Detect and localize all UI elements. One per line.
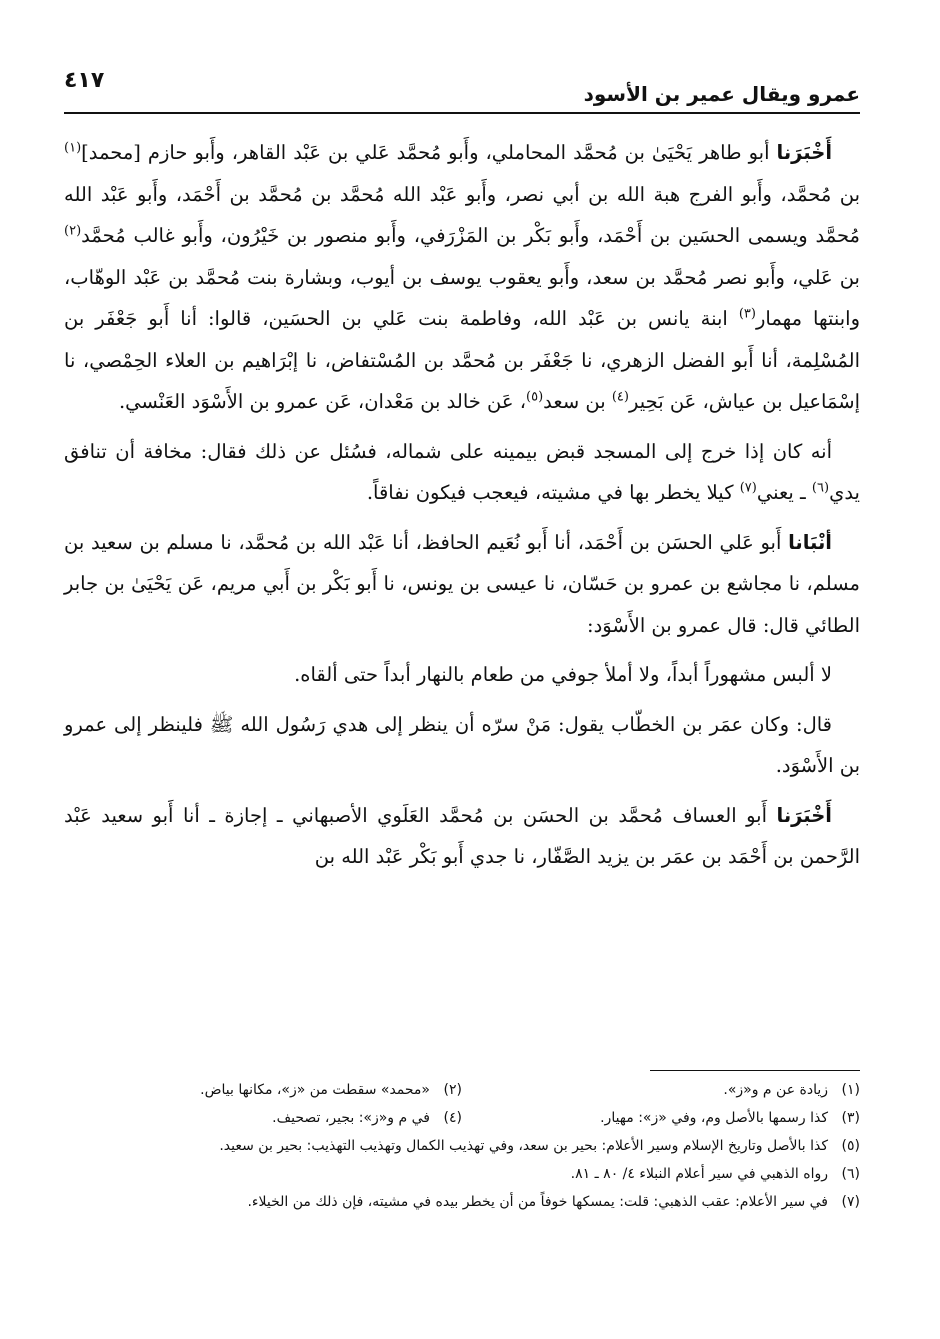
paragraph-matn-3 xyxy=(64,704,860,795)
footnote-4 xyxy=(64,1104,462,1132)
footnote-ref[interactable]: (٥) xyxy=(526,389,544,405)
paragraph-matn-1 xyxy=(64,431,860,522)
footnote-1 xyxy=(462,1076,860,1104)
footnote-text: كذا بالأصل وتاريخ الإسلام وسير الأعلام: بحير بن سعد، وفي تهذيب الكمال وتهذيب التهذيب: بحير بن سعيد. xyxy=(219,1138,828,1154)
keyword-anbana: أنْبَانا xyxy=(788,530,832,554)
footnote-7 xyxy=(64,1188,860,1216)
text-segment: أَبو العساف مُحمَّد بن الحسَن بن مُحمَّد العَلَوي الأصبهاني ـ إجازة ـ أنا أَبو سعيد عَبْد الرَّحمن بن أَحْمَد بن عمَر بن يزيد الصَّفّار، نا جدي أَبو بَكْر عَبْد الله بن xyxy=(64,803,860,868)
paragraph-matn-2 xyxy=(64,654,860,704)
footnote-text: في م و«ز»: بجير، تصحيف. xyxy=(272,1110,430,1126)
footnote-ref[interactable]: (٤) xyxy=(611,389,629,405)
text-segment: كيلا يخطر بها في مشيته، فيعجب فيكون نفاقاً. xyxy=(366,481,740,504)
footnote-ref[interactable]: (٣) xyxy=(738,306,756,322)
text-segment: ـ يعني xyxy=(756,481,812,504)
keyword-akhbarana: أَخْبَرَنا xyxy=(776,141,833,164)
footnote-number: (٢) xyxy=(443,1082,462,1098)
text-segment: بن مُحمَّد، وأَبو الفرج هبة الله بن أبي نصر، وأَبو عَبْد الله مُحمَّد بن مُحمَّد بن أَحْمَد، وأَبو عَبْد الله مُحمَّد ويسمى الحسَين بن أَحْمَد، وأَبو بَكْر بن المَزْرَفي، وأَبو منصور بن خَيْرُون، وأَبو غالب مُحمَّد xyxy=(64,182,860,247)
footnote-number: (٦) xyxy=(841,1166,860,1182)
footnote-text: «محمد» سقطت من «ز»، مكانها بياض. xyxy=(200,1082,430,1098)
footnote-ref[interactable]: (٦) xyxy=(811,480,830,496)
text-segment: أَبو عَلي الحسَن بن أَحْمَد، أنا أَبو نُعَيم الحافظ، أنا عَبْد الله بن مُحمَّد، نا مسلم بن سعيد بن مسلم، نا مجاشع بن عمرو بن حَسّان، نا عيسى بن يونس، نا أَبو بَكْر بن أَبي مريم، عَن يَحْيَىٰ بن جابر الطائي قال: قال عمرو بن الأَسْوَد: xyxy=(64,530,860,637)
footnote-5 xyxy=(64,1132,860,1160)
text-segment: أنه كان إذا خرج إلى المسجد قبض بيمينه على شماله، فسُئل عن ذلك فقال: مخافة أن تنافق يدي xyxy=(64,439,860,504)
footnote-3 xyxy=(462,1104,860,1132)
text-segment: بن عَلي، وأَبو نصر مُحمَّد بن سعد، وأَبو يعقوب يوسف بن أيوب، وبشارة بنت مُحمَّد بن عَبْد الوهّاب، وابنتها مهمار xyxy=(64,265,860,330)
footnotes xyxy=(64,1076,860,1216)
footnote-row xyxy=(64,1104,860,1132)
footnote-text: كذا رسمها بالأصل وم، وفي «ز»: مهيار. xyxy=(600,1110,828,1126)
footnote-2 xyxy=(64,1076,462,1104)
footnote-ref[interactable]: (٢) xyxy=(64,223,82,239)
keyword-akhbarana: أَخْبَرَنا xyxy=(776,803,832,827)
paragraph-isnad-2 xyxy=(64,522,860,655)
text-segment: ابنة يانس بن عَبْد الله، وفاطمة بنت عَلي بن الحسَين، قالوا: أنا أَبو جَعْفَر بن المُسْلِمة، أنا أَبو الفضل الزهري، نا جَعْفَر بن مُحمَّد بن المُسْتفاض، نا إبْرَاهيم بن العلاء الحِمْصي، نا إسْمَاعيل بن عياش، عَن بَحِير xyxy=(64,307,860,413)
footnote-number: (٤) xyxy=(443,1110,462,1126)
footnote-row xyxy=(64,1076,860,1104)
text-segment: بن سعد xyxy=(543,390,606,413)
footnote-ref[interactable]: (٧) xyxy=(739,480,757,496)
footnote-text: في سير الأعلام: عقب الذهبي: قلت: يمسكها خوفاً من أن يخطر بيده في مشيته، فإن ذلك من الخيلاء. xyxy=(247,1194,828,1210)
paragraph-isnad-3 xyxy=(64,795,860,886)
footnote-number: (١) xyxy=(841,1082,860,1098)
main-text xyxy=(64,132,860,886)
running-title: عمرو ويقال عمير بن الأسود xyxy=(583,82,860,106)
text-segment: أبو طاهر يَحْيَىٰ بن مُحمَّد المحاملي، وأَبو مُحمَّد عَلي بن عَبْد القاهر، وأَبو حازم [محمد] xyxy=(81,141,770,164)
footnote-number: (٧) xyxy=(841,1194,860,1210)
footnote-text: رواه الذهبي في سير أعلام النبلاء ٤/ ٨٠ ـ ٨١. xyxy=(570,1166,828,1182)
text-segment: ، عَن خالد بن مَعْدان، عَن عمرو بن الأَسْوَد العَنْسي. xyxy=(118,390,527,413)
footnote-6 xyxy=(64,1160,860,1188)
paragraph-isnad-1 xyxy=(64,132,860,431)
footnote-separator xyxy=(650,1070,860,1071)
footnote-number: (٣) xyxy=(841,1110,860,1126)
footnote-text: زيادة عن م و«ز». xyxy=(723,1082,828,1098)
footnote-number: (٥) xyxy=(841,1138,860,1154)
text-segment: قال: وكان عمَر بن الخطّاب يقول: مَنْ سرّه أن ينظر إلى هدي رَسُول الله ﷺ فلينظر إلى عمرو بن الأَسْوَد. xyxy=(64,712,860,777)
footnote-ref[interactable]: (١) xyxy=(64,140,82,156)
text-segment: لا ألبس مشهوراً أبداً، ولا أملأ جوفي من طعام بالنهار أبداً حتى ألقاه. xyxy=(294,663,832,686)
page-number: ٤١٧ xyxy=(64,68,105,93)
page-header xyxy=(64,60,860,114)
